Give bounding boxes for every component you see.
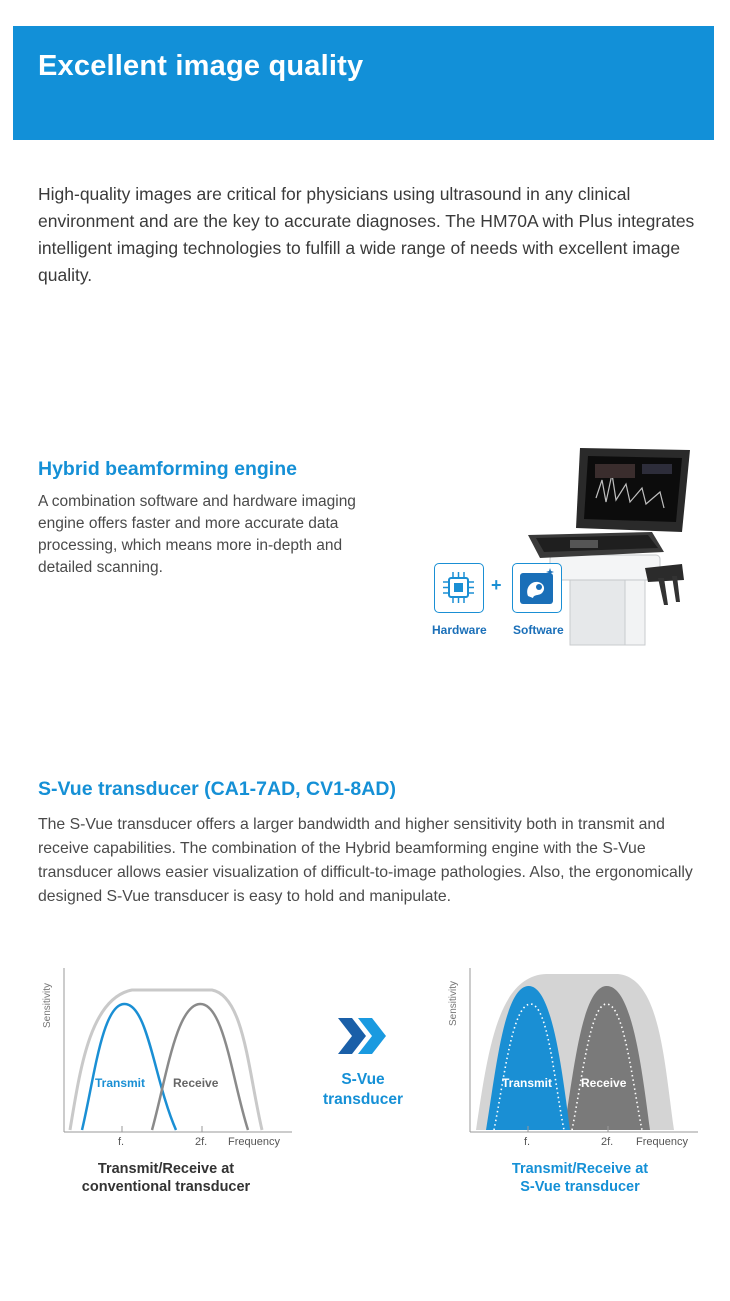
tick-label-2f: 2f.: [195, 1136, 208, 1148]
series-label-receive: Receive: [173, 1076, 219, 1090]
tick-label-f: f.: [118, 1136, 125, 1148]
plus-sign: +: [491, 575, 502, 595]
x-axis-label: Frequency: [228, 1136, 280, 1148]
fetus-image-icon: [513, 564, 560, 611]
svue-section-title: S-Vue transducer (CA1-7AD, CV1-8AD): [38, 778, 396, 800]
hybrid-section-title: Hybrid beamforming engine: [38, 458, 297, 480]
series-label-receive: Receive: [581, 1076, 627, 1090]
series-label-transmit: Transmit: [95, 1076, 146, 1090]
chart-svue: [442, 960, 702, 1160]
double-chevron-icon: [336, 1016, 390, 1056]
hardware-icon-box: [434, 563, 484, 613]
page-title: Excellent image quality: [38, 50, 364, 82]
svue-arrow-label: [300, 1070, 426, 1110]
software-label: Software: [513, 623, 564, 637]
series-label-transmit: Transmit: [502, 1076, 553, 1090]
caption-svue-line2: S-Vue transducer: [520, 1179, 640, 1195]
y-axis-label: Sensitivity: [448, 980, 459, 1026]
chart-conventional: [36, 960, 296, 1160]
caption-conventional-line2: conventional transducer: [81, 1179, 251, 1195]
intro-paragraph: High-quality images are critical for physicians using ultrasound in any clinical environment and are the key to accurate diagnoses. The HM70A with Plus integrates intelligent imaging technologies to fulfill a wide range of needs with excellent image quality.: [38, 184, 695, 285]
svue-section-body: The S-Vue transducer offers a larger bandwidth and higher sensitivity both in transmit and receive capabilities. The combination of the Hybrid beamforming engine with the S-Vue transducer allows easier visualization of difficult-to-image pathologies. Also, the ergonomically designed S-Vue transducer is easy to hold and manipulate.: [38, 816, 693, 905]
x-axis-label: Frequency: [636, 1136, 688, 1148]
series-receive-curve: [152, 1004, 248, 1130]
caption-conventional: [46, 1160, 286, 1196]
chip-icon: [435, 564, 482, 611]
y-axis-label: Sensitivity: [42, 982, 53, 1028]
svue-arrow-label-line1: S-Vue: [341, 1071, 385, 1088]
caption-svue: [460, 1160, 700, 1196]
tick-label-2f: 2f.: [601, 1136, 614, 1148]
caption-conventional-line1: Transmit/Receive at: [97, 1161, 235, 1177]
software-icon-box: [512, 563, 562, 613]
caption-svue-line1: Transmit/Receive at: [511, 1161, 649, 1177]
hybrid-section-body: A combination software and hardware imaging engine offers faster and more accurate data processing, which means more in-depth and detailed scanning.: [38, 493, 356, 576]
tick-label-f: f.: [524, 1136, 531, 1148]
svue-arrow-label-line2: transducer: [322, 1091, 404, 1108]
ultrasound-machine-illustration: [420, 440, 690, 650]
hardware-label: Hardware: [432, 623, 487, 637]
hero-banner: [13, 26, 714, 140]
combined-envelope: [70, 990, 262, 1130]
